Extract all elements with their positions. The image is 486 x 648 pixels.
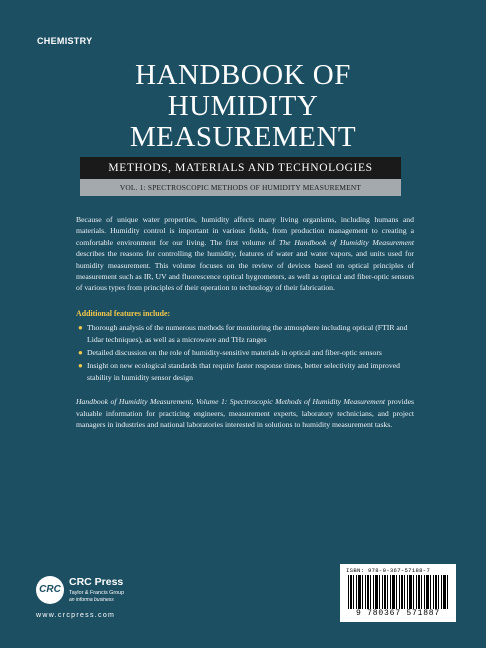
title-line: MEASUREMENT xyxy=(129,121,357,153)
bullet-icon: ● xyxy=(78,348,83,358)
bullet-icon: ● xyxy=(78,323,83,333)
book-title xyxy=(0,60,486,153)
barcode-icon xyxy=(348,575,450,609)
back-cover-text xyxy=(76,214,414,431)
description-paragraph xyxy=(76,214,414,294)
list-item xyxy=(76,360,414,383)
volume-bar: VOL. 1: SPECTROSCOPIC METHODS OF HUMIDITY MEASUREMENT xyxy=(80,179,401,196)
title-line: HUMIDITY xyxy=(167,90,319,122)
barcode-digits: 9 780367 571887 xyxy=(355,609,440,618)
description-part: describes the reasons for controlling the humidity, features of water and water vapors, and units used for humidity measurement. This volume focuses on the review of devices based on optical principles of measurement such as IR, UV and fluorescence optical hygrometers, as well as optical and fiber-optic sensors of various types from principles of their operation to technology of their fabrication. xyxy=(76,249,414,293)
feature-text: Insight on new ecological standards that require faster response times, better selectivity and improved stability in humidity sensor design xyxy=(87,361,400,382)
publisher-website: www.crcpress.com xyxy=(36,612,116,619)
isbn-label: ISBN: 978-0-367-57188-7 xyxy=(346,567,431,574)
closing-italic: Handbook of Humidity Measurement, Volume 1: Spectroscopic Methods of Humidity Measurement xyxy=(76,397,386,407)
description-italic: The Handbook of Humidity Measurement xyxy=(279,237,414,247)
subtitle-bar: METHODS, MATERIALS AND TECHNOLOGIES xyxy=(80,157,401,179)
bullet-icon: ● xyxy=(78,361,83,371)
publisher-sub: an informa business xyxy=(69,597,114,603)
feature-text: Thorough analysis of the numerous methods for monitoring the atmosphere including optical (FTIR and Lidar techniques), as well as a microwave and THz ranges xyxy=(87,323,408,344)
feature-text: Detailed discussion on the role of humidity-sensitive materials in optical and fiber-optic sensors xyxy=(87,348,382,358)
features-heading: Additional features include: xyxy=(76,308,171,318)
crc-logo-icon: CRC xyxy=(36,576,64,604)
title-line: HANDBOOK OF xyxy=(135,59,351,91)
list-item xyxy=(76,322,414,345)
list-item xyxy=(76,347,414,358)
category-label: CHEMISTRY xyxy=(37,36,93,46)
description-part: Because of unique water properties, humidity affects many living organisms, including humans and materials. Humidity control is important in various fields, from production management to creating a comfortable environment for our living. The first volume of xyxy=(76,215,414,247)
closing-text: provides valuable information for practicing engineers, measurement experts, laboratory technicians, and project managers in industries and national laboratories interested in solutions to humidity measurement tasks. xyxy=(76,397,414,430)
barcode-box xyxy=(340,564,456,622)
publisher-name: CRC Press xyxy=(69,576,124,588)
publisher-group: Taylor & Francis Group xyxy=(69,590,125,596)
features-list xyxy=(76,322,414,383)
closing-paragraph xyxy=(76,396,414,430)
